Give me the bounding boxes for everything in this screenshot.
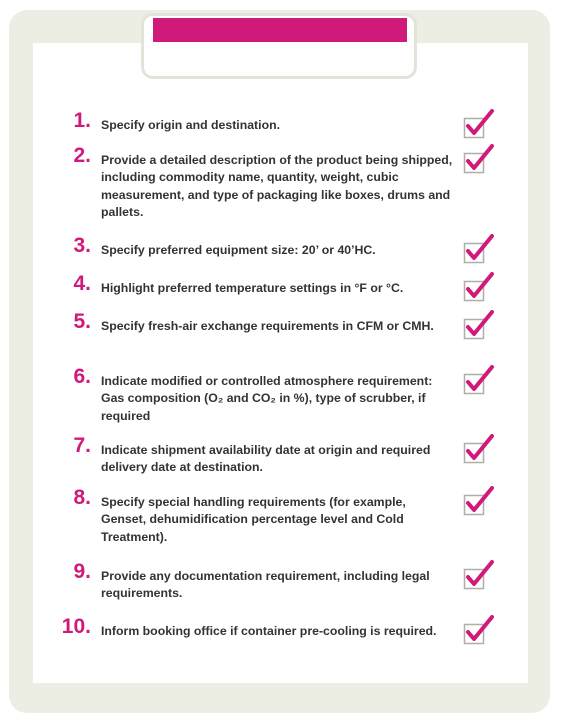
- item-number: 5.: [73, 310, 91, 333]
- checkbox-checked-icon[interactable]: [463, 310, 495, 340]
- item-text: Specify origin and destination.: [101, 118, 281, 132]
- checkbox-checked-icon[interactable]: [463, 486, 495, 516]
- checkbox-checked-icon[interactable]: [463, 144, 495, 174]
- checkbox-checked-icon[interactable]: [463, 560, 495, 590]
- item-number: 1.: [73, 109, 91, 132]
- item-number: 10.: [61, 615, 91, 638]
- item-number: 9.: [73, 560, 91, 583]
- clipboard-clip-bar: [153, 18, 407, 42]
- item-text: Specify special handling requirements (for example, Genset, dehumidification percentage level and Cold Treatment).: [101, 495, 406, 544]
- item-text: Provide a detailed description of the product being shipped, including commodity name, quantity, weight, cubic measurement, and type of packaging like boxes, drums and pallets.: [101, 153, 453, 220]
- item-text: Specify preferred equipment size: 20’ or 40’HC.: [101, 243, 376, 257]
- checkbox-checked-icon[interactable]: [463, 615, 495, 645]
- item-number: 6.: [73, 365, 91, 388]
- item-text: Provide any documentation requirement, including legal requirements.: [101, 569, 430, 601]
- item-number: 3.: [73, 234, 91, 257]
- item-number: 8.: [73, 486, 91, 509]
- item-number: 4.: [73, 272, 91, 295]
- checkbox-checked-icon[interactable]: [463, 434, 495, 464]
- item-text: Inform booking office if container pre-cooling is required.: [101, 624, 437, 638]
- checkbox-checked-icon[interactable]: [463, 272, 495, 302]
- checkbox-checked-icon[interactable]: [463, 109, 495, 139]
- item-text: Specify fresh-air exchange requirements in CFM or CMH.: [101, 319, 434, 333]
- item-text: Indicate shipment availability date at origin and required delivery date at destination.: [101, 443, 431, 475]
- checkbox-checked-icon[interactable]: [463, 234, 495, 264]
- item-text: Indicate modified or controlled atmosphere requirement: Gas composition (O₂ and CO₂ in %), type of scrubber, if required: [101, 374, 433, 423]
- checkbox-checked-icon[interactable]: [463, 365, 495, 395]
- item-text: Highlight preferred temperature settings in °F or °C.: [101, 281, 404, 295]
- item-number: 2.: [73, 144, 91, 167]
- item-number: 7.: [73, 434, 91, 457]
